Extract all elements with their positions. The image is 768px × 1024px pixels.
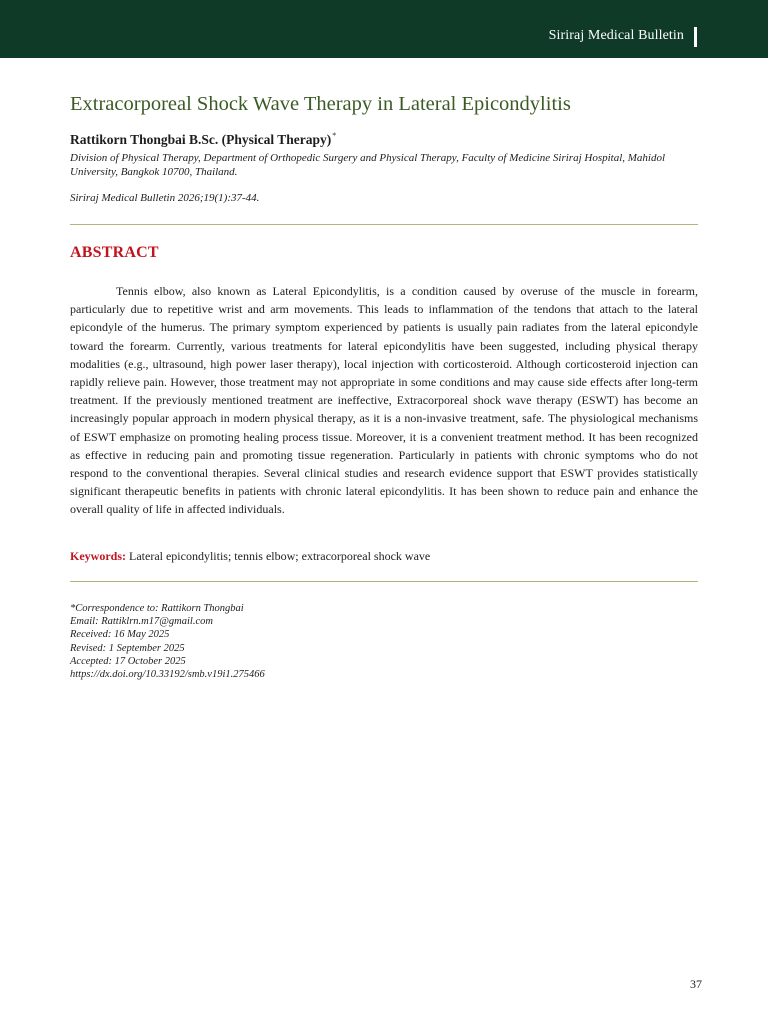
abstract-body: Tennis elbow, also known as Lateral Epicondylitis, is a condition caused by overuse of the muscle in forearm, particularly due to repetitive wrist and arm movements. This leads to inflammation of the tendons that attach to the lateral epicondyle of the humerus. The primary symptom experienced by patients is usually pain radiates from the lateral epicondyle toward the forearm. Currently, various treatments for lateral epicondylitis have been suggested, including physical therapy modalities (e.g., ultrasound, high power laser therapy), local injection with corticosteroid. Although corticosteroid injection can rapidly relieve pain. However, those treatment may not appropriate in some conditions and may cause side effects after long-term treatment. If the previously mentioned treatment are ineffective, Extracorporeal shock wave therapy (ESWT) has become an increasingly popular approach in modern physical therapy, as it is a non-invasive treatment, safe. The physiological mechanisms of ESWT emphasize on promoting healing process tissue. Moreover, it is a convenient treatment method. It has been recognized as effective in reducing pain and promoting tissue regeneration. Particularly in patients with chronic symptoms who do not respond to the conventional therapies. Several clinical studies and research evidence support that ESWT provides statistically significant therapeutic benefits in patients with chronic lateral epicondylitis. It has been shown to reduce pain and enhance the overall quality of life in affected individuals. bbox=[70, 284, 698, 517]
author-correspondence-mark: * bbox=[332, 131, 337, 140]
author-name: Rattikorn Thongbai B.Sc. (Physical Therapy) bbox=[70, 132, 332, 147]
top-divider bbox=[70, 224, 698, 225]
doi-link[interactable]: https://dx.doi.org/10.33192/smb.v19i1.275466 bbox=[70, 669, 265, 681]
keywords-label: Keywords: bbox=[70, 549, 126, 563]
article-title: Extracorporeal Shock Wave Therapy in Lateral Epicondylitis bbox=[70, 93, 571, 115]
correspondence-email: Email: Rattiklrn.m17@gmail.com bbox=[70, 616, 213, 628]
keywords-list: Lateral epicondylitis; tennis elbow; extracorporeal shock wave bbox=[129, 549, 431, 563]
abstract-heading: ABSTRACT bbox=[70, 244, 159, 261]
article-citation: Siriraj Medical Bulletin 2026;19(1):37-44. bbox=[70, 192, 260, 204]
header-divider bbox=[694, 27, 697, 47]
page-number: 37 bbox=[690, 977, 702, 991]
revised-date: Revised: 1 September 2025 bbox=[70, 642, 185, 654]
keywords-line bbox=[70, 549, 430, 564]
author-line bbox=[70, 131, 336, 148]
bottom-divider bbox=[70, 581, 698, 582]
received-date: Received: 16 May 2025 bbox=[70, 629, 170, 641]
accepted-date: Accepted: 17 October 2025 bbox=[70, 655, 186, 667]
journal-header-bar bbox=[0, 0, 768, 58]
correspondence-line: *Correspondence to: Rattikorn Thongbai bbox=[70, 603, 244, 614]
journal-name: Siriraj Medical Bulletin bbox=[548, 28, 684, 43]
author-affiliation: Division of Physical Therapy, Department of Orthopedic Surgery and Physical Therapy, Faculty of Medicine Siriraj Hospital, Mahidol University, Bangkok 10700, Thailand. bbox=[70, 152, 666, 178]
correspondence-block bbox=[70, 602, 470, 681]
